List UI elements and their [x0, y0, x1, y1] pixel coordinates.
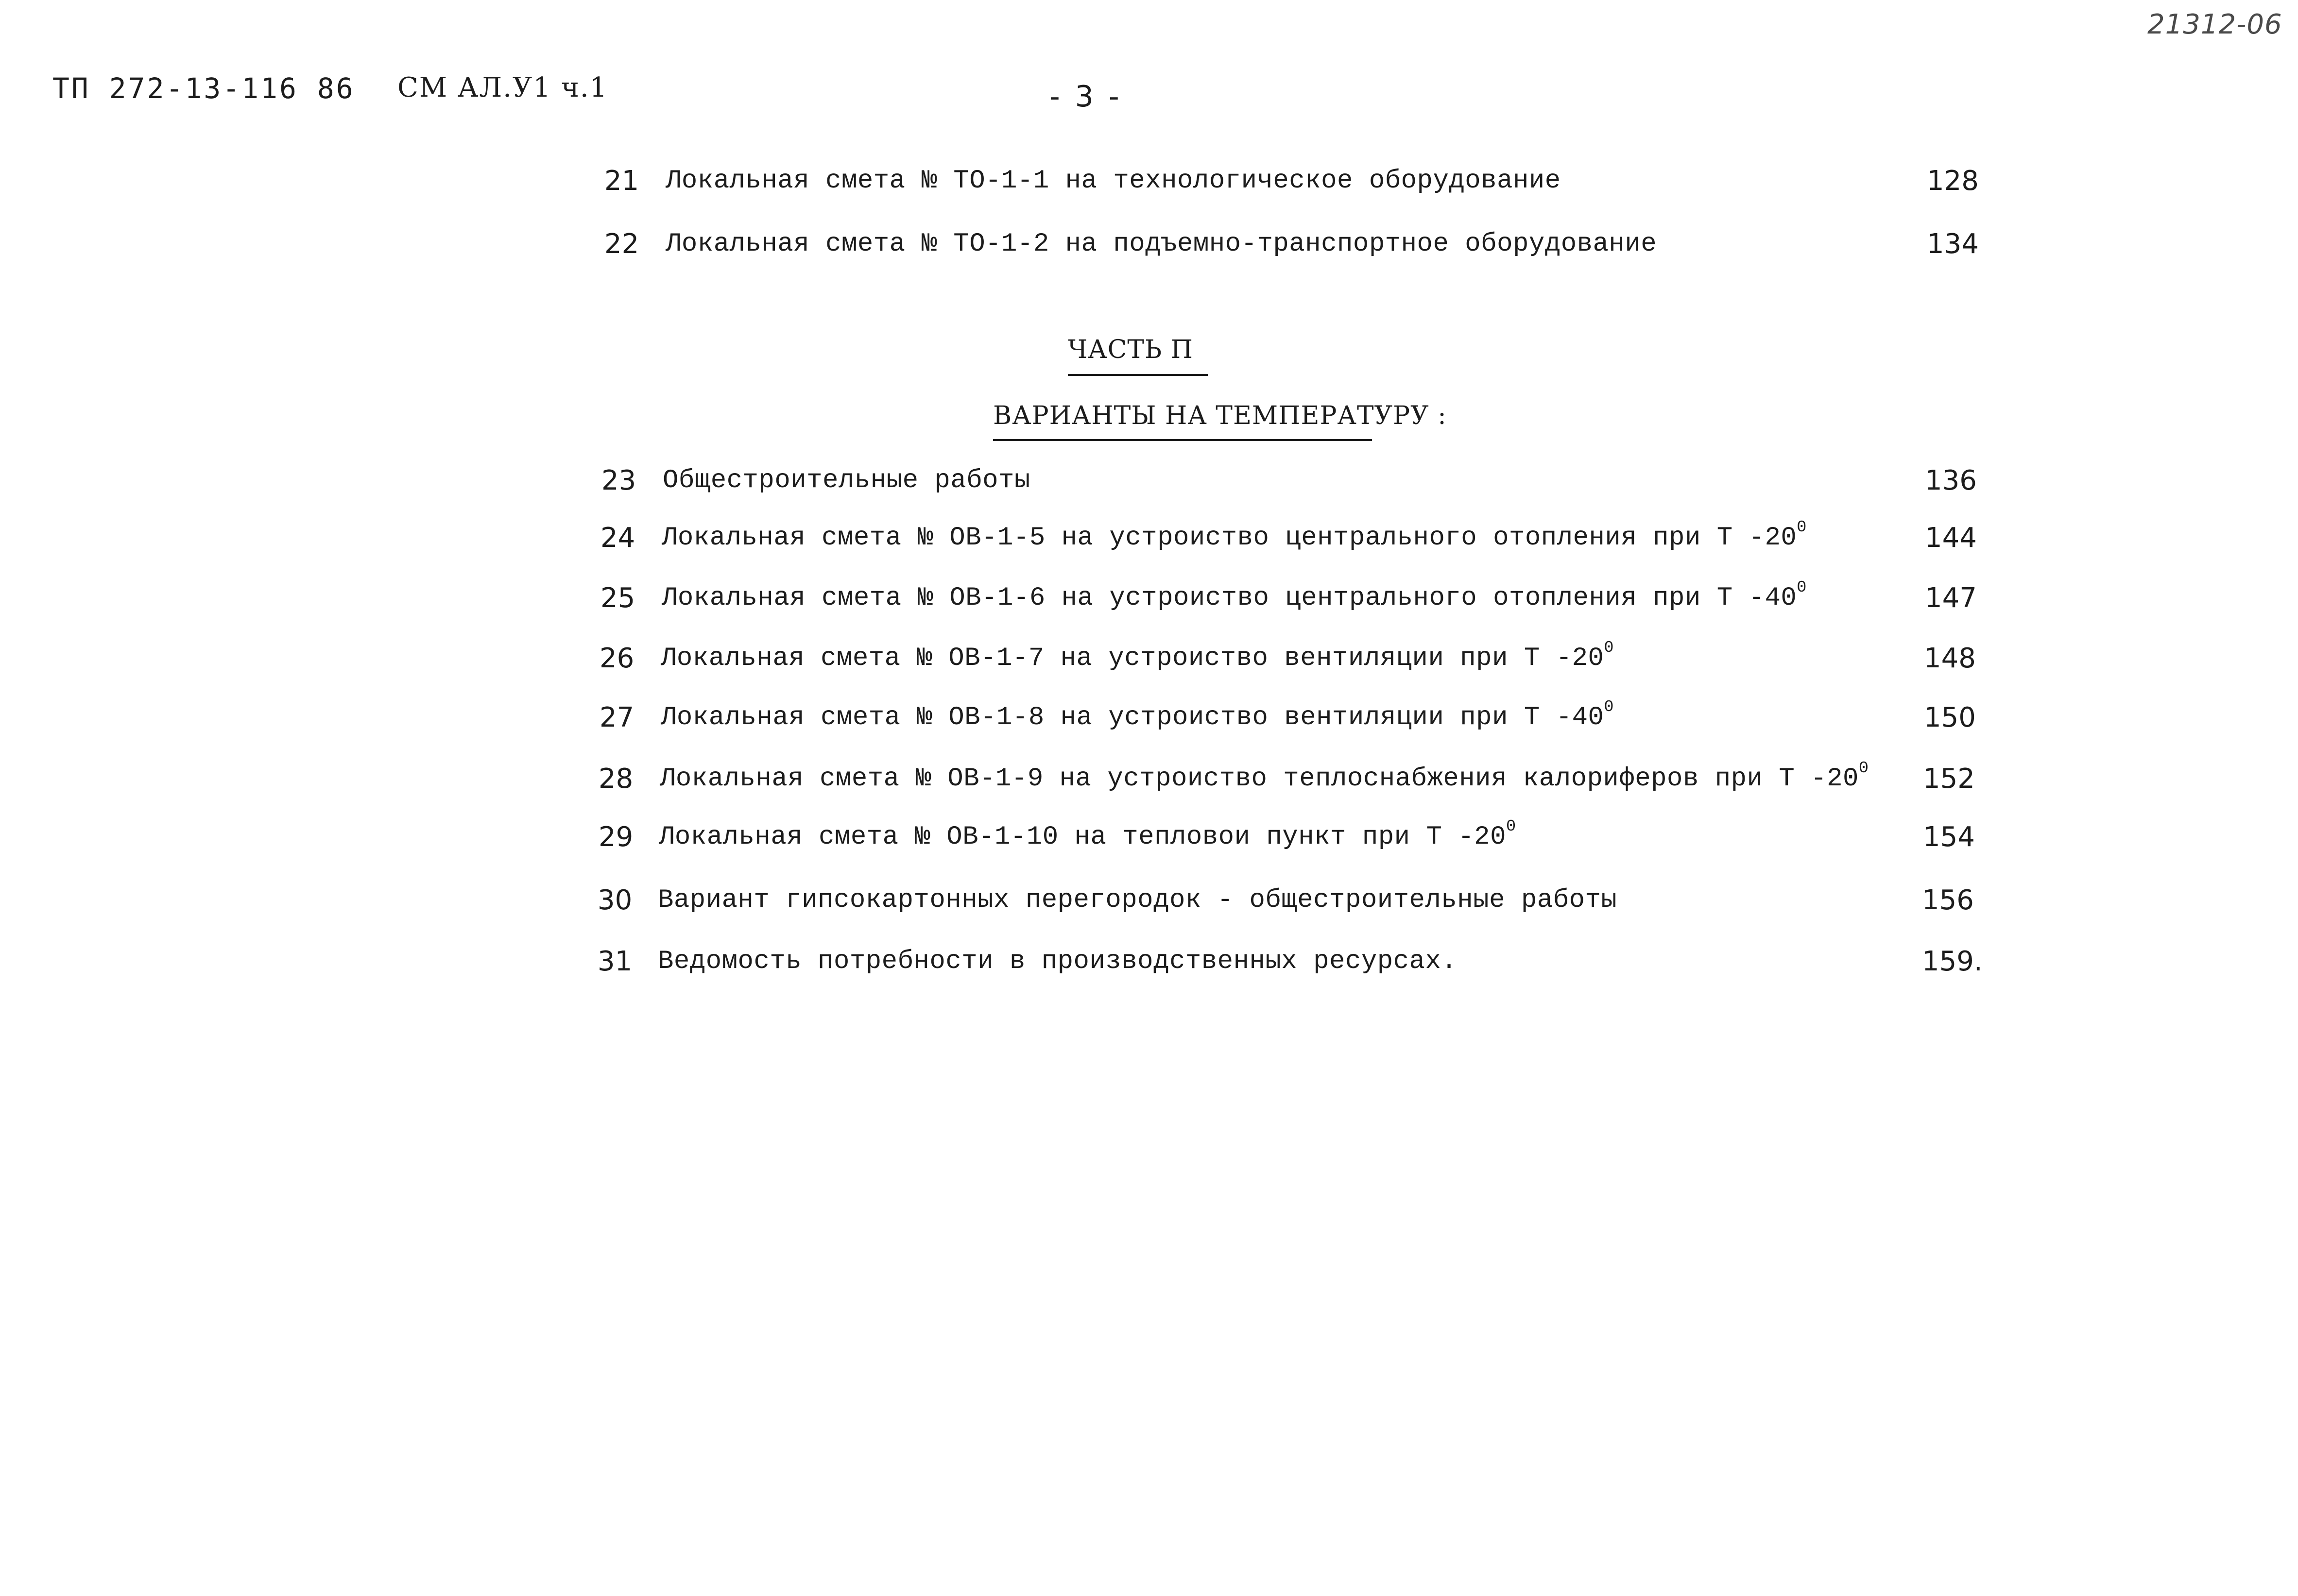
document-code: ТП 272-13-116 86 [52, 72, 355, 105]
item-title: Локальная смета № ОВ-1-6 на устроиство центрального отопления при Т $-40^0$ [662, 578, 1807, 613]
item-title: Локальная смета № ОВ-1-9 на устроиство теплоснабжения калориферов при Т $-20^0$ [660, 759, 1869, 794]
part-subheading-underline [993, 439, 1372, 441]
item-number: 27 [600, 702, 635, 733]
item-number: 30 [598, 884, 633, 916]
item-title: Локальная смета № ТО-1-1 на технологическое оборудование [666, 166, 1561, 196]
item-number: 21 [604, 165, 639, 197]
list-item [0, 639, 2298, 678]
item-title: Общестроительные работы [663, 466, 1030, 495]
item-page: 144 [1925, 522, 1977, 554]
item-number: 26 [600, 643, 635, 674]
item-number: 24 [600, 522, 635, 554]
item-page: 136 [1925, 465, 1977, 496]
item-page: 134 [1927, 228, 1979, 260]
item-number: 31 [598, 946, 633, 977]
list-item [0, 225, 2298, 264]
document-section: СМ АЛ.У1 ч.1 [397, 72, 608, 103]
list-item [0, 881, 2298, 920]
item-title: Локальная смета № ОВ-1-7 на устроиство вентиляции при Т $-20^0$ [661, 639, 1614, 673]
item-title: Локальная смета № ТО-1-2 на подъемно-транспортное оборудование [666, 229, 1657, 259]
list-item [0, 519, 2298, 558]
list-item [0, 461, 2298, 500]
item-page: 156 [1922, 884, 1974, 916]
list-item [0, 818, 2298, 857]
archive-mark: 21312-06 [2147, 9, 2282, 40]
list-item [0, 760, 2298, 798]
item-title: Локальная смета № ОВ-1-5 на устроиство центрального отопления при Т $-20^0$ [662, 518, 1807, 553]
list-item [0, 698, 2298, 737]
item-page: 159. [1922, 946, 1983, 977]
list-item [0, 942, 2298, 981]
page-number: - 3 - [1049, 80, 1122, 114]
list-item [0, 162, 2298, 201]
item-title: Локальная смета № ОВ-1-8 на устроиство вентиляции при Т $-40^0$ [661, 698, 1614, 732]
item-title: Локальная смета № ОВ-1-10 на тепловои пункт при Т $-20^0$ [659, 817, 1516, 852]
item-page: 147 [1925, 582, 1977, 614]
item-page: 152 [1923, 763, 1975, 795]
item-page: 128 [1927, 165, 1979, 197]
item-number: 28 [599, 763, 634, 795]
part-heading-underline [1068, 374, 1208, 376]
item-number: 23 [601, 465, 636, 496]
part-heading: ЧАСТЬ П [1068, 335, 1193, 364]
item-title: Ведомость потребности в производственных ресурсах. [658, 947, 1458, 976]
item-title: Вариант гипсокартонных перегородок - общестроительные работы [658, 885, 1617, 915]
item-number: 22 [604, 228, 639, 260]
item-page: 150 [1924, 702, 1976, 733]
item-number: 25 [600, 582, 635, 614]
list-item [0, 579, 2298, 618]
part-subheading: ВАРИАНТЫ НА ТЕМПЕРАТУРУ : [993, 401, 1447, 430]
item-number: 29 [599, 821, 634, 853]
item-page: 154 [1923, 821, 1975, 853]
item-page: 148 [1924, 643, 1976, 674]
